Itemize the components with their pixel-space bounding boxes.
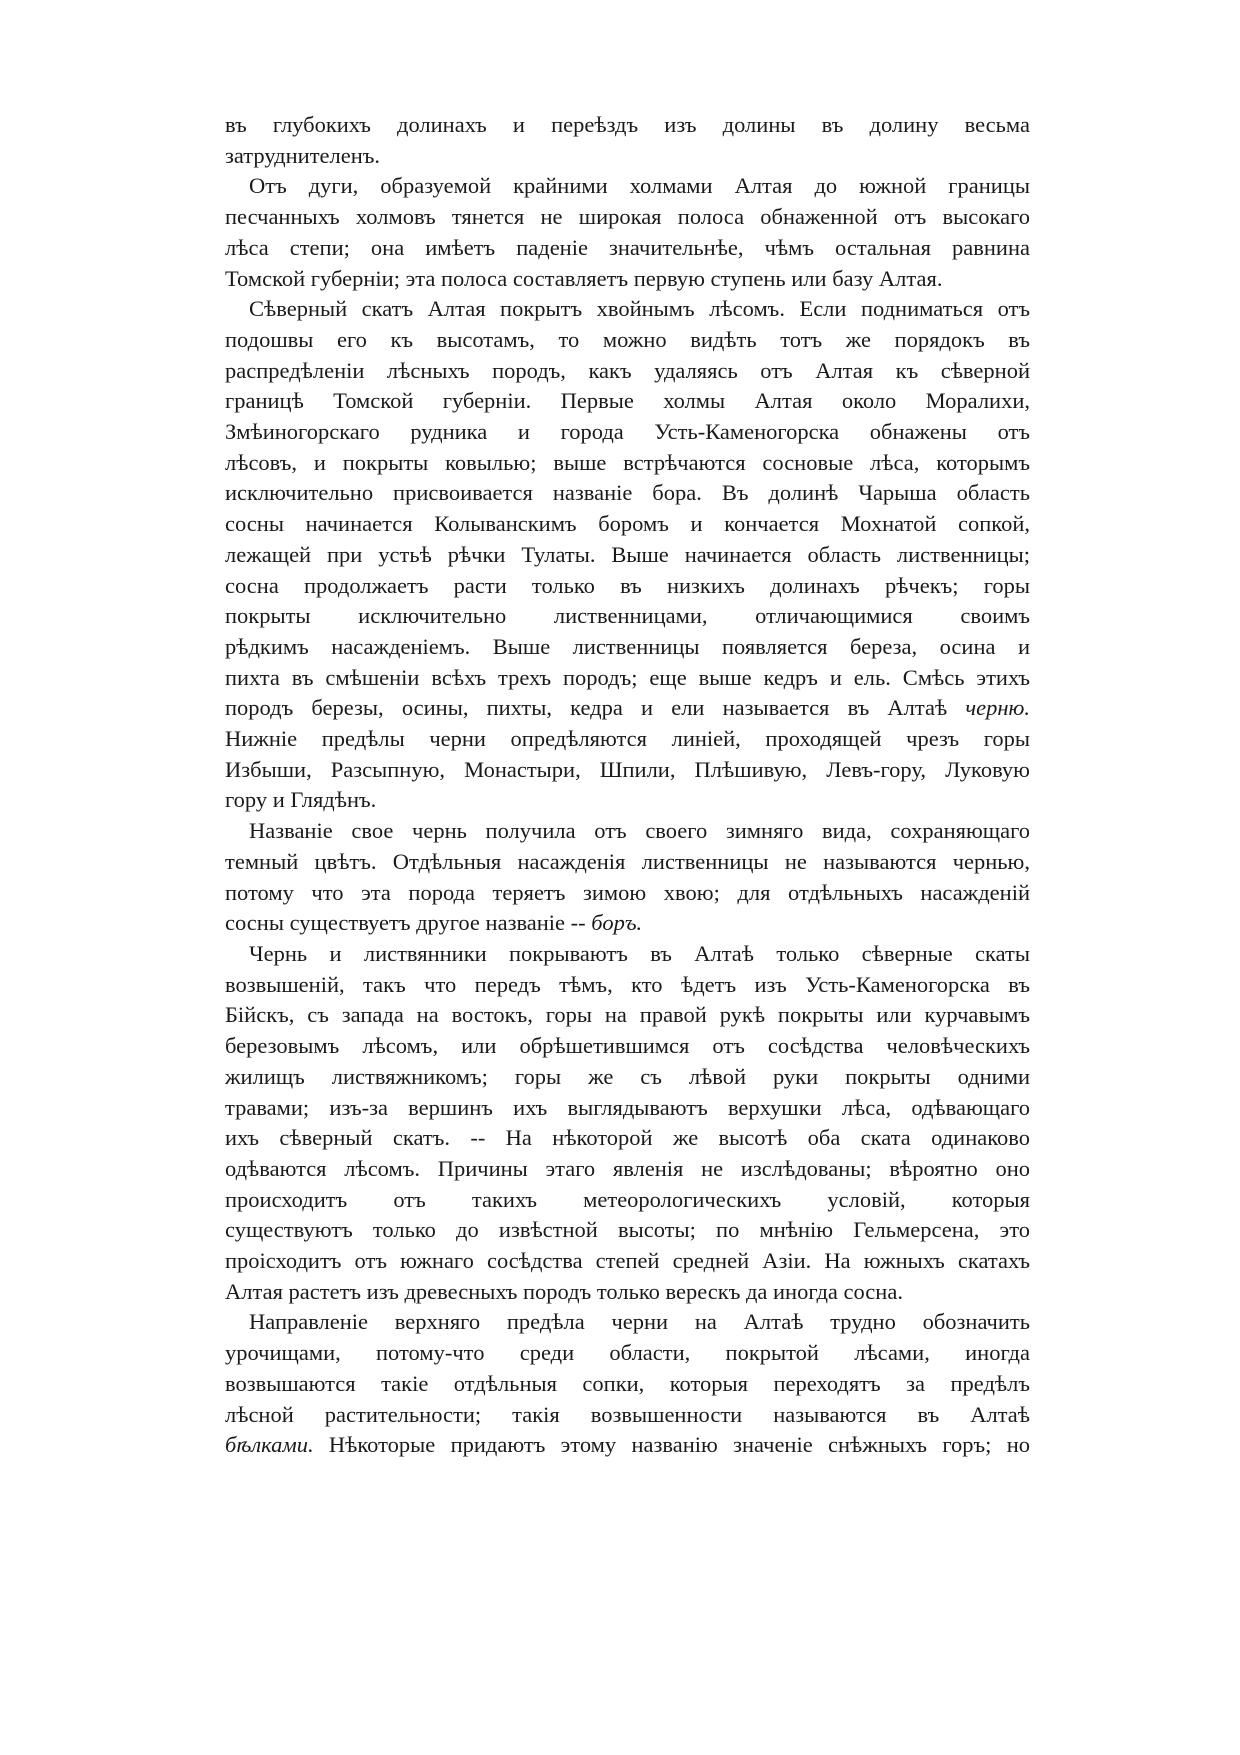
text-line <box>225 970 1030 1001</box>
text-line <box>225 847 1030 878</box>
text-line <box>225 1154 1030 1185</box>
text-segment: породъ березы, осины, пихты, кедра и ели называется въ Алтаѣ <box>225 695 966 721</box>
text-segment: лѣсной растительности; такія возвышенности называются въ Алтаѣ <box>225 1401 1030 1427</box>
text-line <box>225 1000 1030 1031</box>
text-line <box>225 509 1030 540</box>
text-segment: потому что эта порода теряетъ зимою хвою; для отдѣльныхъ насажденій <box>225 879 1030 905</box>
text-line <box>225 571 1030 602</box>
text-segment: березовымъ лѣсомъ, или обрѣшетившимся отъ сосѣдства человѣческихъ <box>225 1033 1030 1059</box>
text-line <box>225 233 1030 264</box>
italic-term: боръ. <box>591 910 643 936</box>
text-line <box>225 1369 1030 1400</box>
text-line <box>225 1430 1030 1461</box>
text-line <box>225 724 1030 755</box>
text-segment: Избыши, Разсыпную, Монастыри, Шпили, Плѣшивую, Левъ-гору, Луковую <box>225 756 1030 782</box>
text-line <box>225 356 1030 387</box>
text-segment: въ глубокихъ долинахъ и переѣздъ изъ долины въ долину весьма <box>225 112 1030 137</box>
text-segment: затруднителенъ. <box>225 142 381 168</box>
text-line <box>225 417 1030 448</box>
text-line <box>225 693 1030 724</box>
text-segment: сосны начинается Колыванскимъ боромъ и кончается Мохнатой сопкой, <box>225 511 1030 537</box>
text-segment: сосна продолжаетъ расти только въ низкихъ долинахъ рѣчекъ; горы <box>225 572 1030 598</box>
text-segment: жилищъ листвяжникомъ; горы же съ лѣвой руки покрыты одними <box>225 1063 1030 1089</box>
text-segment: существуютъ только до извѣстной высоты; по мнѣнію Гельмерсена, это <box>225 1217 1030 1243</box>
text-line <box>225 816 1030 847</box>
text-line <box>225 1062 1030 1093</box>
text-segment: Отъ дуги, образуемой крайними холмами Алтая до южной границы <box>249 173 1030 199</box>
text-line <box>225 1338 1030 1369</box>
text-line <box>225 1246 1030 1277</box>
text-segment: одѣваются лѣсомъ. Причины этаго явленія не изслѣдованы; вѣроятно оно <box>225 1155 1030 1181</box>
text-segment: Томской губерніи; эта полоса составляетъ первую ступень или базу Алтая. <box>225 265 943 291</box>
text-line <box>225 1093 1030 1124</box>
text-line <box>225 785 1030 816</box>
text-line <box>225 325 1030 356</box>
text-segment: возвышеній, такъ что передъ тѣмъ, кто ѣдетъ изъ Усть-Каменогорска въ <box>225 971 1030 997</box>
text-segment: Алтая растетъ изъ древесныхъ породъ только верескъ да иногда сосна. <box>225 1278 903 1304</box>
text-segment: возвышаются такіе отдѣльныя сопки, которыя переходятъ за предѣлъ <box>225 1370 1030 1396</box>
text-segment: урочищами, потому-что среди области, покрытой лѣсами, иногда <box>225 1340 1030 1366</box>
text-line <box>225 1307 1030 1338</box>
text-segment: ихъ сѣверный скатъ. -- На нѣкоторой же высотѣ оба ската одинаково <box>225 1125 1030 1151</box>
document-page <box>225 110 1030 1461</box>
text-line <box>225 448 1030 479</box>
text-line <box>225 939 1030 970</box>
text-line <box>225 1123 1030 1154</box>
paragraph <box>225 1307 1030 1461</box>
text-segment: лежащей при устьѣ рѣчки Тулаты. Выше начинается область лиственницы; <box>225 541 1030 567</box>
paragraph <box>225 171 1030 294</box>
text-line <box>225 908 1030 939</box>
text-segment: Бійскъ, съ запада на востокъ, горы на правой рукѣ покрыты или курчавымъ <box>225 1002 1030 1028</box>
text-segment: Нѣкоторые придаютъ этому названію значеніе снѣжныхъ горъ; но <box>313 1432 1030 1458</box>
text-line <box>225 1215 1030 1246</box>
text-line <box>225 601 1030 632</box>
text-segment: темный цвѣтъ. Отдѣльныя насажденія лиственницы не называются чернью, <box>225 848 1030 874</box>
text-line <box>225 1400 1030 1431</box>
text-segment: Названіе свое чернь получила отъ своего зимняго вида, сохраняющаго <box>249 818 1030 844</box>
text-line <box>225 1031 1030 1062</box>
text-segment: Змѣиногорскаго рудника и города Усть-Каменогорска обнажены отъ <box>225 419 1030 445</box>
text-segment: Нижніе предѣлы черни опредѣляются линіей, проходящей чрезъ горы <box>225 726 1030 752</box>
italic-term: черню. <box>965 695 1030 721</box>
text-segment: границѣ Томской губерніи. Первые холмы Алтая около Моралихи, <box>225 388 1030 414</box>
text-segment: лѣса степи; она имѣетъ паденіе значительнѣе, чѣмъ остальная равнина <box>225 234 1030 260</box>
text-line <box>225 141 1030 172</box>
text-segment: покрыты исключительно лиственницами, отличающимися своимъ <box>225 603 1030 629</box>
text-line <box>225 171 1030 202</box>
text-line <box>225 386 1030 417</box>
text-segment: Чернь и листвянники покрываютъ въ Алтаѣ только сѣверные скаты <box>249 940 1030 966</box>
text-segment: песчанныхъ холмовъ тянется не широкая полоса обнаженной отъ высокаго <box>225 204 1030 230</box>
text-line <box>225 1185 1030 1216</box>
paragraph <box>225 294 1030 816</box>
text-line <box>225 478 1030 509</box>
text-segment: сосны существуетъ другое названіе -- <box>225 910 592 936</box>
text-segment: пихта въ смѣшеніи всѣхъ трехъ породъ; еще выше кедръ и ель. Смѣсь этихъ <box>225 664 1030 690</box>
text-line <box>225 663 1030 694</box>
text-segment: проісходитъ отъ южнаго сосѣдства степей средней Азіи. На южныхъ скатахъ <box>225 1248 1030 1274</box>
text-segment: исключительно присвоивается названіе бора. Въ долинѣ Чарыша область <box>225 480 1030 506</box>
text-segment: рѣдкимъ насажденіемъ. Выше лиственницы появляется береза, осина и <box>225 633 1030 659</box>
text-line <box>225 1277 1030 1308</box>
text-line <box>225 755 1030 786</box>
text-line <box>225 202 1030 233</box>
text-segment: Направленіе верхняго предѣла черни на Алтаѣ трудно обозначить <box>249 1309 1030 1335</box>
italic-term: бѣлками. <box>225 1432 314 1458</box>
text-segment: лѣсовъ, и покрыты ковылью; выше встрѣчаются сосновые лѣса, которымъ <box>225 449 1030 475</box>
paragraph <box>225 110 1030 171</box>
text-line <box>225 110 1030 141</box>
text-line <box>225 632 1030 663</box>
text-segment: Сѣверный скатъ Алтая покрытъ хвойнымъ лѣсомъ. Если подниматься отъ <box>249 296 1030 322</box>
text-segment: подошвы его къ высотамъ, то можно видѣть тотъ же порядокъ въ <box>225 326 1030 352</box>
text-segment: гору и Глядѣнъ. <box>225 787 377 813</box>
paragraph <box>225 939 1030 1307</box>
text-line <box>225 294 1030 325</box>
text-segment: происходитъ отъ такихъ метеорологическихъ условій, которыя <box>225 1186 1030 1212</box>
text-segment: распредѣленіи лѣсныхъ породъ, какъ удаляясь отъ Алтая къ сѣверной <box>225 357 1030 383</box>
paragraph <box>225 816 1030 939</box>
text-line <box>225 878 1030 909</box>
text-line <box>225 264 1030 295</box>
text-segment: травами; изъ-за вершинъ ихъ выглядываютъ верхушки лѣса, одѣвающаго <box>225 1094 1030 1120</box>
text-line <box>225 540 1030 571</box>
